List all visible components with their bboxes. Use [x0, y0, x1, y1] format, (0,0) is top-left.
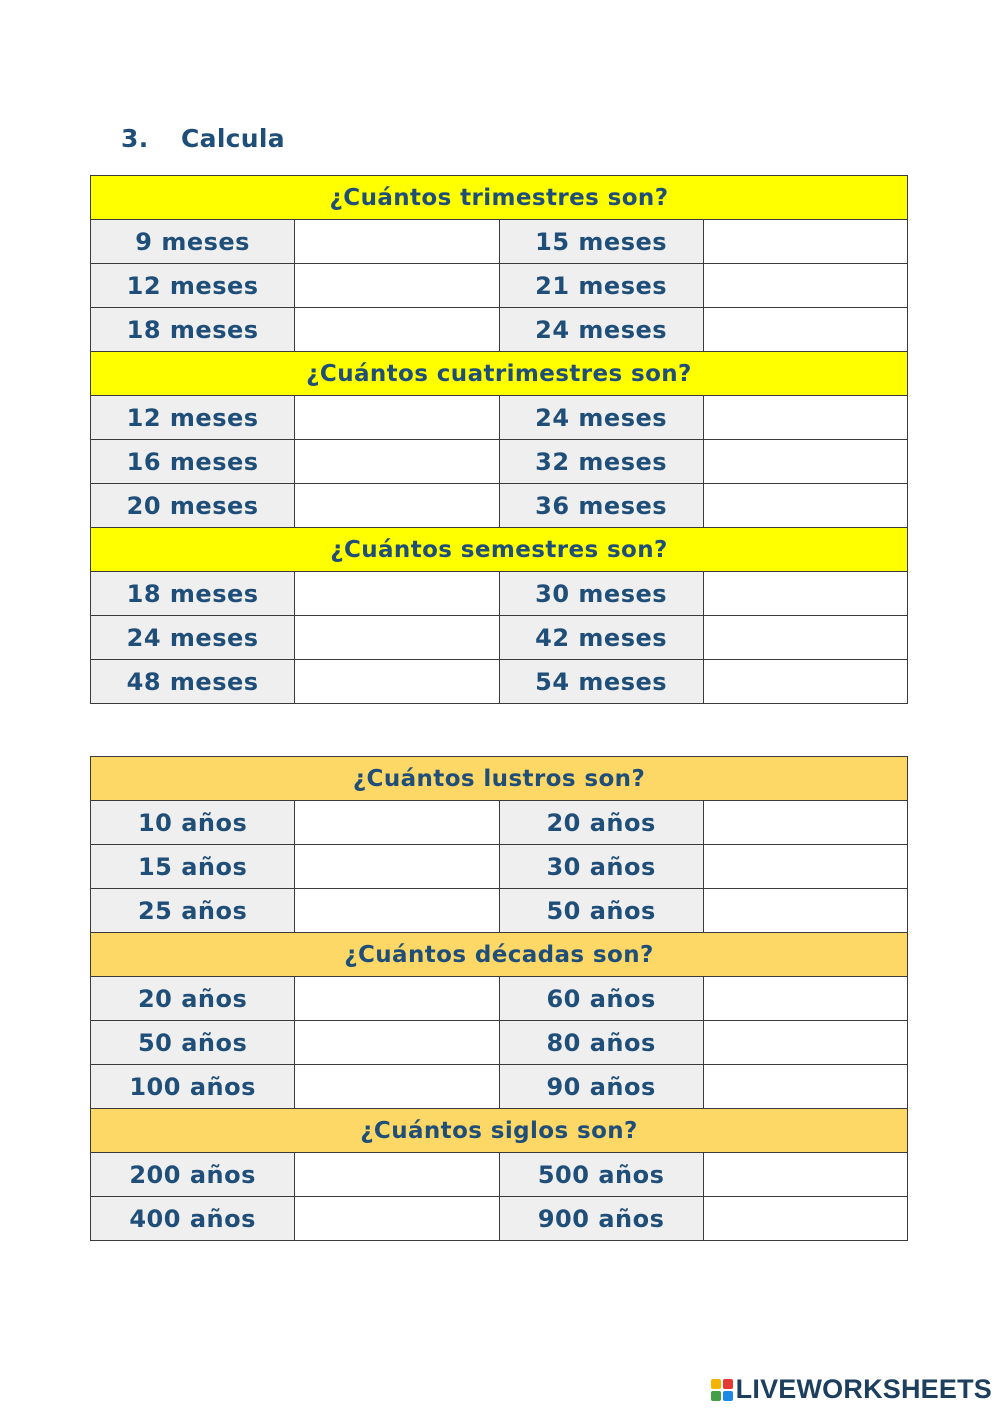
answer-cell[interactable]: [703, 801, 907, 845]
answer-cell[interactable]: [703, 440, 907, 484]
quantity-label: 15 meses: [499, 220, 703, 264]
quantity-label: 16 meses: [91, 440, 295, 484]
table-row: [91, 396, 908, 440]
answer-cell[interactable]: [295, 1197, 499, 1241]
answer-cell[interactable]: [295, 977, 499, 1021]
table-row: [91, 616, 908, 660]
table-section-header-row: [91, 528, 908, 572]
answer-cell[interactable]: [295, 220, 499, 264]
answer-cell[interactable]: [295, 264, 499, 308]
answer-cell[interactable]: [703, 1021, 907, 1065]
answer-cell[interactable]: [703, 396, 907, 440]
quantity-label: 54 meses: [499, 660, 703, 704]
answer-cell[interactable]: [295, 616, 499, 660]
exercise-title: Calcula: [181, 124, 285, 153]
answer-cell[interactable]: [703, 572, 907, 616]
liveworksheets-logo-icon: [711, 1379, 733, 1401]
quantity-label: 24 meses: [499, 396, 703, 440]
table-section-header-row: [91, 176, 908, 220]
answer-cell[interactable]: [703, 220, 907, 264]
answer-cell[interactable]: [295, 484, 499, 528]
quantity-label: 20 años: [91, 977, 295, 1021]
table-row: [91, 845, 908, 889]
quantity-label: 12 meses: [91, 396, 295, 440]
quantity-label: 90 años: [499, 1065, 703, 1109]
years-conversion-table: [90, 756, 908, 1241]
section-title: ¿Cuántos décadas son?: [91, 933, 908, 977]
answer-cell[interactable]: [295, 801, 499, 845]
table-row: [91, 484, 908, 528]
answer-cell[interactable]: [295, 1021, 499, 1065]
table-section-header-row: [91, 933, 908, 977]
quantity-label: 18 meses: [91, 572, 295, 616]
answer-cell[interactable]: [703, 660, 907, 704]
quantity-label: 12 meses: [91, 264, 295, 308]
table-row: [91, 572, 908, 616]
table-section-header-row: [91, 1109, 908, 1153]
answer-cell[interactable]: [703, 1197, 907, 1241]
quantity-label: 60 años: [499, 977, 703, 1021]
answer-cell[interactable]: [295, 1153, 499, 1197]
quantity-label: 30 años: [499, 845, 703, 889]
brand-wordmark: LIVEWORKSHEETS: [735, 1374, 992, 1404]
answer-cell[interactable]: [703, 264, 907, 308]
quantity-label: 36 meses: [499, 484, 703, 528]
table-row: [91, 308, 908, 352]
table-row: [91, 1065, 908, 1109]
quantity-label: 50 años: [91, 1021, 295, 1065]
quantity-label: 18 meses: [91, 308, 295, 352]
answer-cell[interactable]: [703, 889, 907, 933]
answer-cell[interactable]: [703, 308, 907, 352]
table-row: [91, 1153, 908, 1197]
table-row: [91, 440, 908, 484]
answer-cell[interactable]: [703, 845, 907, 889]
table-row: [91, 220, 908, 264]
quantity-label: 30 meses: [499, 572, 703, 616]
quantity-label: 32 meses: [499, 440, 703, 484]
section-title: ¿Cuántos lustros son?: [91, 757, 908, 801]
table-row: [91, 977, 908, 1021]
exercise-heading: [121, 124, 285, 153]
answer-cell[interactable]: [703, 616, 907, 660]
answer-cell[interactable]: [295, 1065, 499, 1109]
months-conversion-table: [90, 175, 908, 704]
answer-cell[interactable]: [295, 572, 499, 616]
answer-cell[interactable]: [703, 484, 907, 528]
quantity-label: 80 años: [499, 1021, 703, 1065]
section-title: ¿Cuántos siglos son?: [91, 1109, 908, 1153]
table-row: [91, 889, 908, 933]
section-title: ¿Cuántos semestres son?: [91, 528, 908, 572]
section-title: ¿Cuántos trimestres son?: [91, 176, 908, 220]
quantity-label: 400 años: [91, 1197, 295, 1241]
answer-cell[interactable]: [295, 396, 499, 440]
answer-cell[interactable]: [703, 1065, 907, 1109]
quantity-label: 9 meses: [91, 220, 295, 264]
quantity-label: 48 meses: [91, 660, 295, 704]
liveworksheets-brand: [711, 1374, 992, 1405]
quantity-label: 24 meses: [91, 616, 295, 660]
answer-cell[interactable]: [295, 308, 499, 352]
table-row: [91, 660, 908, 704]
answer-cell[interactable]: [703, 1153, 907, 1197]
quantity-label: 25 años: [91, 889, 295, 933]
quantity-label: 10 años: [91, 801, 295, 845]
table-row: [91, 1197, 908, 1241]
quantity-label: 24 meses: [499, 308, 703, 352]
quantity-label: 15 años: [91, 845, 295, 889]
table-row: [91, 801, 908, 845]
table-row: [91, 264, 908, 308]
answer-cell[interactable]: [295, 845, 499, 889]
table-section-header-row: [91, 352, 908, 396]
quantity-label: 200 años: [91, 1153, 295, 1197]
answer-cell[interactable]: [703, 977, 907, 1021]
quantity-label: 50 años: [499, 889, 703, 933]
table-row: [91, 1021, 908, 1065]
quantity-label: 21 meses: [499, 264, 703, 308]
section-title: ¿Cuántos cuatrimestres son?: [91, 352, 908, 396]
quantity-label: 42 meses: [499, 616, 703, 660]
quantity-label: 20 meses: [91, 484, 295, 528]
answer-cell[interactable]: [295, 889, 499, 933]
quantity-label: 100 años: [91, 1065, 295, 1109]
quantity-label: 900 años: [499, 1197, 703, 1241]
quantity-label: 500 años: [499, 1153, 703, 1197]
answer-cell[interactable]: [295, 660, 499, 704]
answer-cell[interactable]: [295, 440, 499, 484]
exercise-number: 3.: [121, 124, 149, 153]
table-section-header-row: [91, 757, 908, 801]
quantity-label: 20 años: [499, 801, 703, 845]
